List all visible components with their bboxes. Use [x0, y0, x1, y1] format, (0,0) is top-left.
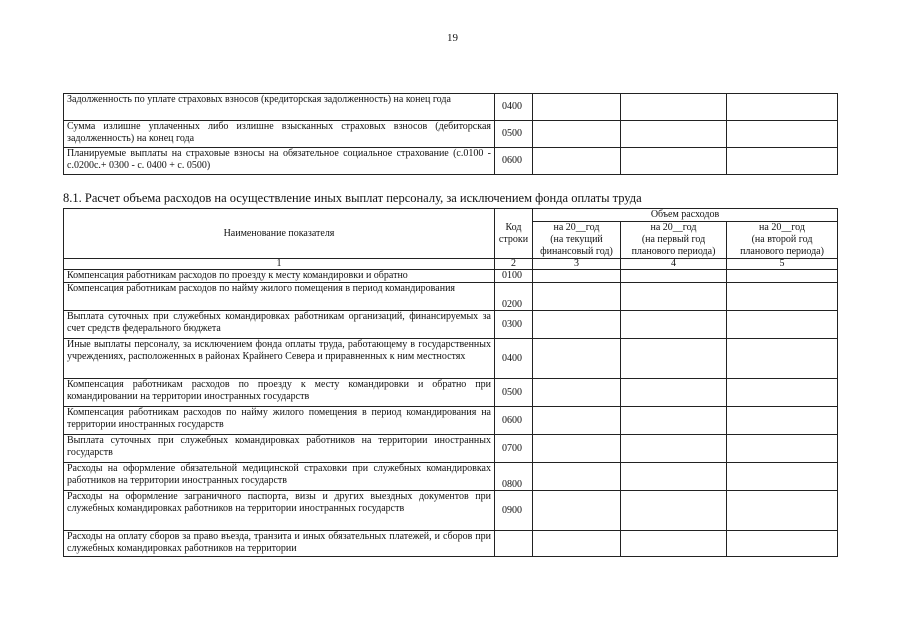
cell-second-plan-year — [727, 148, 838, 175]
cell-second-plan-year — [727, 283, 838, 311]
header-code-line1: Код — [505, 221, 522, 233]
cell-current-year — [533, 491, 621, 531]
cell-current-year — [533, 121, 621, 148]
row-name: Выплата суточных при служебных командировках работникам организаций, финансируемых за счет средств федерального бюджета — [64, 311, 495, 339]
column-number: 3 — [533, 259, 621, 270]
cell-second-plan-year — [727, 407, 838, 435]
header-first-plan-year — [621, 222, 727, 259]
row-code: 0900 — [495, 491, 533, 531]
cell-second-plan-year — [727, 435, 838, 463]
table-row — [64, 121, 838, 148]
cell-second-plan-year — [727, 491, 838, 531]
cell-first-plan-year — [621, 311, 727, 339]
cell-first-plan-year — [621, 270, 727, 283]
table-row — [64, 94, 838, 121]
header-col3-l1: на 20__год — [553, 222, 600, 233]
row-name: Компенсация работникам расходов по найму жилого помещения в период командирования на территории иностранных государств — [64, 407, 495, 435]
cell-first-plan-year — [621, 407, 727, 435]
cell-first-plan-year — [621, 531, 727, 557]
table-row — [64, 531, 838, 557]
column-number: 1 — [64, 259, 495, 270]
row-name: Планируемые выплаты на страховые взносы на обязательное социальное страхование (с.0100 - с.0200с.+ 0300 - с. 0400 + с. 0500) — [64, 148, 495, 175]
row-code: 0800 — [495, 463, 533, 491]
cell-first-plan-year — [621, 463, 727, 491]
cell-current-year — [533, 148, 621, 175]
cell-current-year — [533, 531, 621, 557]
row-code: 0500 — [495, 379, 533, 407]
header-row — [64, 209, 838, 222]
header-col5-l3: планового периода) — [740, 246, 824, 257]
cell-first-plan-year — [621, 491, 727, 531]
cell-current-year — [533, 270, 621, 283]
cell-current-year — [533, 435, 621, 463]
cell-current-year — [533, 94, 621, 121]
other-payments-table — [63, 208, 838, 557]
row-name: Компенсация работникам расходов по найму жилого помещения в период командирования — [64, 283, 495, 311]
row-name: Компенсация работникам расходов по проезду к месту командировки и обратно — [64, 270, 495, 283]
cell-first-plan-year — [621, 435, 727, 463]
table-row — [64, 407, 838, 435]
header-col5-l1: на 20__год — [759, 222, 805, 233]
header-second-plan-year — [727, 222, 838, 259]
column-number: 4 — [621, 259, 727, 270]
cell-first-plan-year — [621, 283, 727, 311]
row-name: Сумма излишне уплаченных либо излишне взысканных страховых взносов (дебиторская задолженность) на конец года — [64, 121, 495, 148]
cell-current-year — [533, 339, 621, 379]
cell-current-year — [533, 283, 621, 311]
cell-second-plan-year — [727, 379, 838, 407]
table-row — [64, 379, 838, 407]
column-number: 2 — [495, 259, 533, 270]
row-name: Задолженность по уплате страховых взносов (кредиторская задолженность) на конец года — [64, 94, 495, 121]
row-code: 0600 — [495, 148, 533, 175]
header-col3-l2: (на текущий — [550, 234, 603, 245]
header-col3-l3: финансовый год) — [540, 246, 613, 257]
column-number: 5 — [727, 259, 838, 270]
cell-first-plan-year — [621, 94, 727, 121]
cell-current-year — [533, 379, 621, 407]
cell-second-plan-year — [727, 463, 838, 491]
row-name: Иные выплаты персоналу, за исключением фонда оплаты труда, работающему в государственных учреждениях, расположенных в районах Крайнего Севера и приравненных к ним местностях — [64, 339, 495, 379]
header-volume: Объем расходов — [533, 209, 838, 222]
cell-current-year — [533, 311, 621, 339]
row-code: 0300 — [495, 311, 533, 339]
table-row — [64, 491, 838, 531]
cell-second-plan-year — [727, 311, 838, 339]
header-col4-l1: на 20__год — [650, 222, 697, 233]
cell-first-plan-year — [621, 121, 727, 148]
cell-first-plan-year — [621, 339, 727, 379]
table-row — [64, 463, 838, 491]
table-row — [64, 270, 838, 283]
table-row — [64, 283, 838, 311]
column-number-row — [64, 259, 838, 270]
header-code-line2: строки — [498, 233, 529, 245]
row-code: 0400 — [495, 339, 533, 379]
cell-second-plan-year — [727, 531, 838, 557]
row-code: 0600 — [495, 407, 533, 435]
row-code — [495, 531, 533, 557]
row-name: Компенсация работникам расходов по проезду к месту командировки и обратно при командировании на территории иностранных государств — [64, 379, 495, 407]
row-code: 0100 — [495, 270, 533, 283]
cell-current-year — [533, 407, 621, 435]
table-row — [64, 148, 838, 175]
row-code: 0700 — [495, 435, 533, 463]
table-row — [64, 435, 838, 463]
insurance-payments-table — [63, 93, 838, 175]
row-name: Расходы на оплату сборов за право въезда, транзита и иных обязательных платежей, и сборов при служебных командировках работников на территории — [64, 531, 495, 557]
page-number: 19 — [447, 32, 458, 44]
row-code: 0200 — [495, 283, 533, 311]
header-col4-l3: планового периода) — [631, 246, 716, 257]
cell-second-plan-year — [727, 121, 838, 148]
header-col5-l2: (на второй год — [751, 234, 813, 245]
cell-second-plan-year — [727, 339, 838, 379]
cell-second-plan-year — [727, 94, 838, 121]
header-current-year — [533, 222, 621, 259]
table-row — [64, 311, 838, 339]
row-name: Расходы на оформление заграничного паспорта, визы и других выездных документов при служебных командировках работников на территории иностранных государств — [64, 491, 495, 531]
cell-first-plan-year — [621, 379, 727, 407]
cell-first-plan-year — [621, 148, 727, 175]
row-name: Расходы на оформление обязательной медицинской страховки при служебных командировках работников на территории иностранных государств — [64, 463, 495, 491]
header-indicator-name: Наименование показателя — [64, 209, 495, 259]
cell-second-plan-year — [727, 270, 838, 283]
row-code: 0500 — [495, 121, 533, 148]
header-col4-l2: (на первый год — [641, 234, 706, 245]
section-title: 8.1. Расчет объема расходов на осуществление иных выплат персоналу, за исключением фонда оплаты труда — [63, 191, 642, 205]
table-row — [64, 339, 838, 379]
cell-current-year — [533, 463, 621, 491]
row-code: 0400 — [495, 94, 533, 121]
header-code — [495, 209, 533, 259]
row-name: Выплата суточных при служебных командировках работников на территории иностранных государств — [64, 435, 495, 463]
